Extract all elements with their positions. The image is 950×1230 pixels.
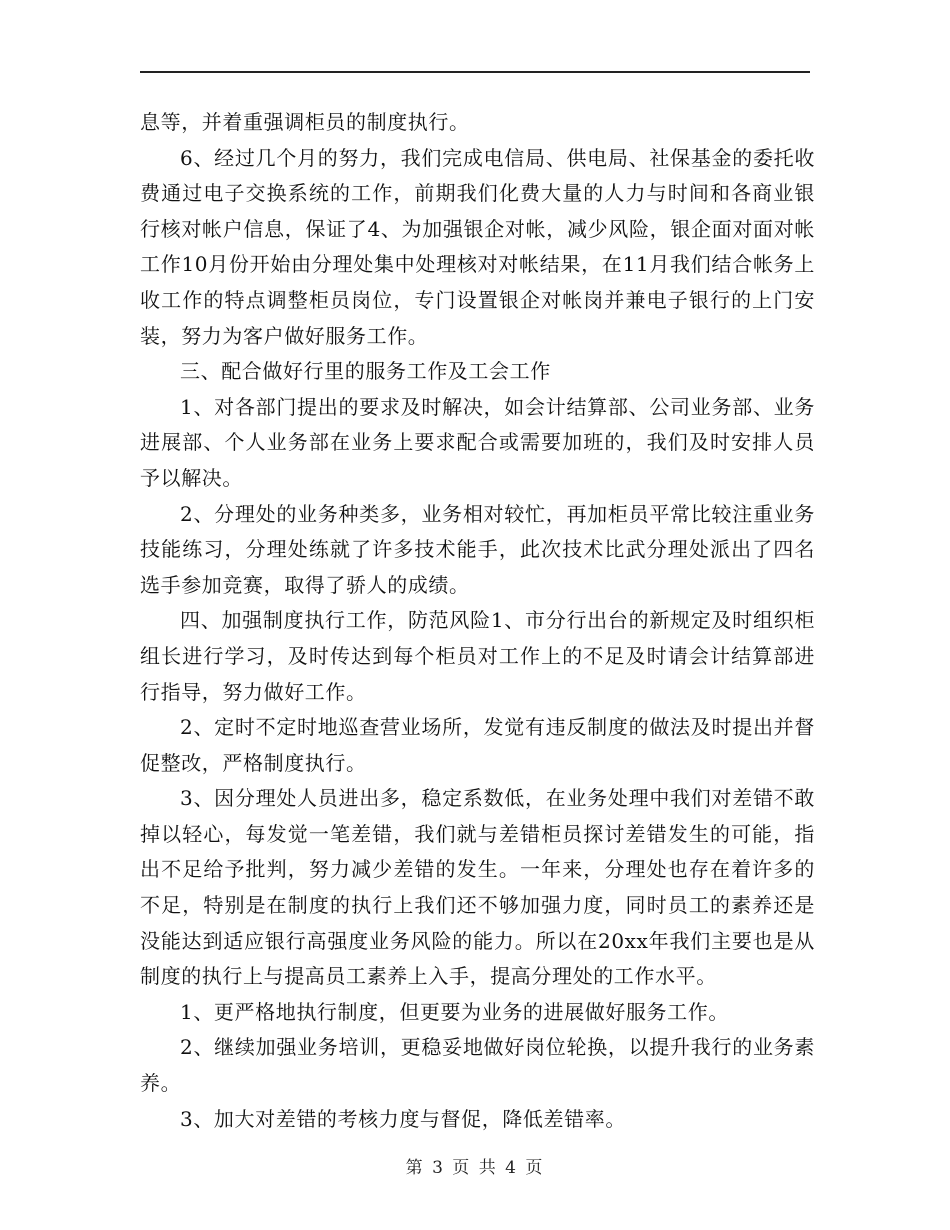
- paragraph-plan-item-3: 3、加大对差错的考核力度与督促，降低差错率。: [180, 1106, 626, 1131]
- section-heading-3: 三、配合做好行里的服务工作及工会工作: [180, 359, 551, 384]
- paragraph-continuation: 息等，并着重强调柜员的制度执行。: [140, 110, 470, 134]
- paragraph-section4-item-3: 3、因分理处人员进出多，稳定系数低，在业务处理中我们对差错不敢掉以轻心，每发觉一笔差错，我们就与差错柜员探讨差错发生的可能，指出不足给予批判，努力减少差错的发生。一年来，分理处也存在着许多的不足，特别是在制度的执行上我们还不够加强力度，同时员工的素养还是没能达到适应银行高强度业务风险的能力。所以在20xx年我们主要也是从制度的执行上与提高员工素养上入手，提高分理处的工作水平。: [140, 786, 815, 989]
- header-rule: [140, 71, 810, 73]
- paragraph-item-6: 6、经过几个月的努力，我们完成电信局、供电局、社保基金的委托收费通过电子交换系统的工作，前期我们化费大量的人力与时间和各商业银行核对帐户信息，保证了4、为加强银企对帐，减少风险，银企面对面对帐工作10月份开始由分理处集中处理核对对帐结果，在11月我们结合帐务上收工作的特点调整柜员岗位，专门设置银企对帐岗并兼电子银行的上门安装，努力为客户做好服务工作。: [140, 145, 815, 348]
- page-number-footer: 第 3 页 共 4 页: [405, 1158, 545, 1178]
- paragraph-section4-item-2: 2、定时不定时地巡查营业场所，发觉有违反制度的做法及时提出并督促整改，严格制度执行。: [140, 715, 815, 775]
- paragraph-section3-item-1: 1、对各部门提出的要求及时解决，如会计结算部、公司业务部、业务进展部、个人业务部在业务上要求配合或需要加班的，我们及时安排人员予以解决。: [140, 394, 815, 490]
- paragraph-plan-item-2: 2、继续加强业务培训，更稳妥地做好岗位轮换，以提升我行的业务素养。: [140, 1035, 815, 1096]
- paragraph-plan-item-1: 1、更严格地执行制度，但更要为业务的进展做好服务工作。: [180, 999, 729, 1024]
- document-body: [140, 105, 815, 1137]
- section-heading-4: 四、加强制度执行工作，防范风险1、市分行出台的新规定及时组织柜组长进行学习，及时传达到每个柜员对工作上的不足及时请会计结算部进行指导，努力做好工作。: [140, 608, 815, 704]
- paragraph-section3-item-2: 2、分理处的业务种类多，业务相对较忙，再加柜员平常比较注重业务技能练习，分理处练就了许多技术能手，此次技术比武分理处派出了四名选手参加竞赛，取得了骄人的成绩。: [140, 501, 815, 597]
